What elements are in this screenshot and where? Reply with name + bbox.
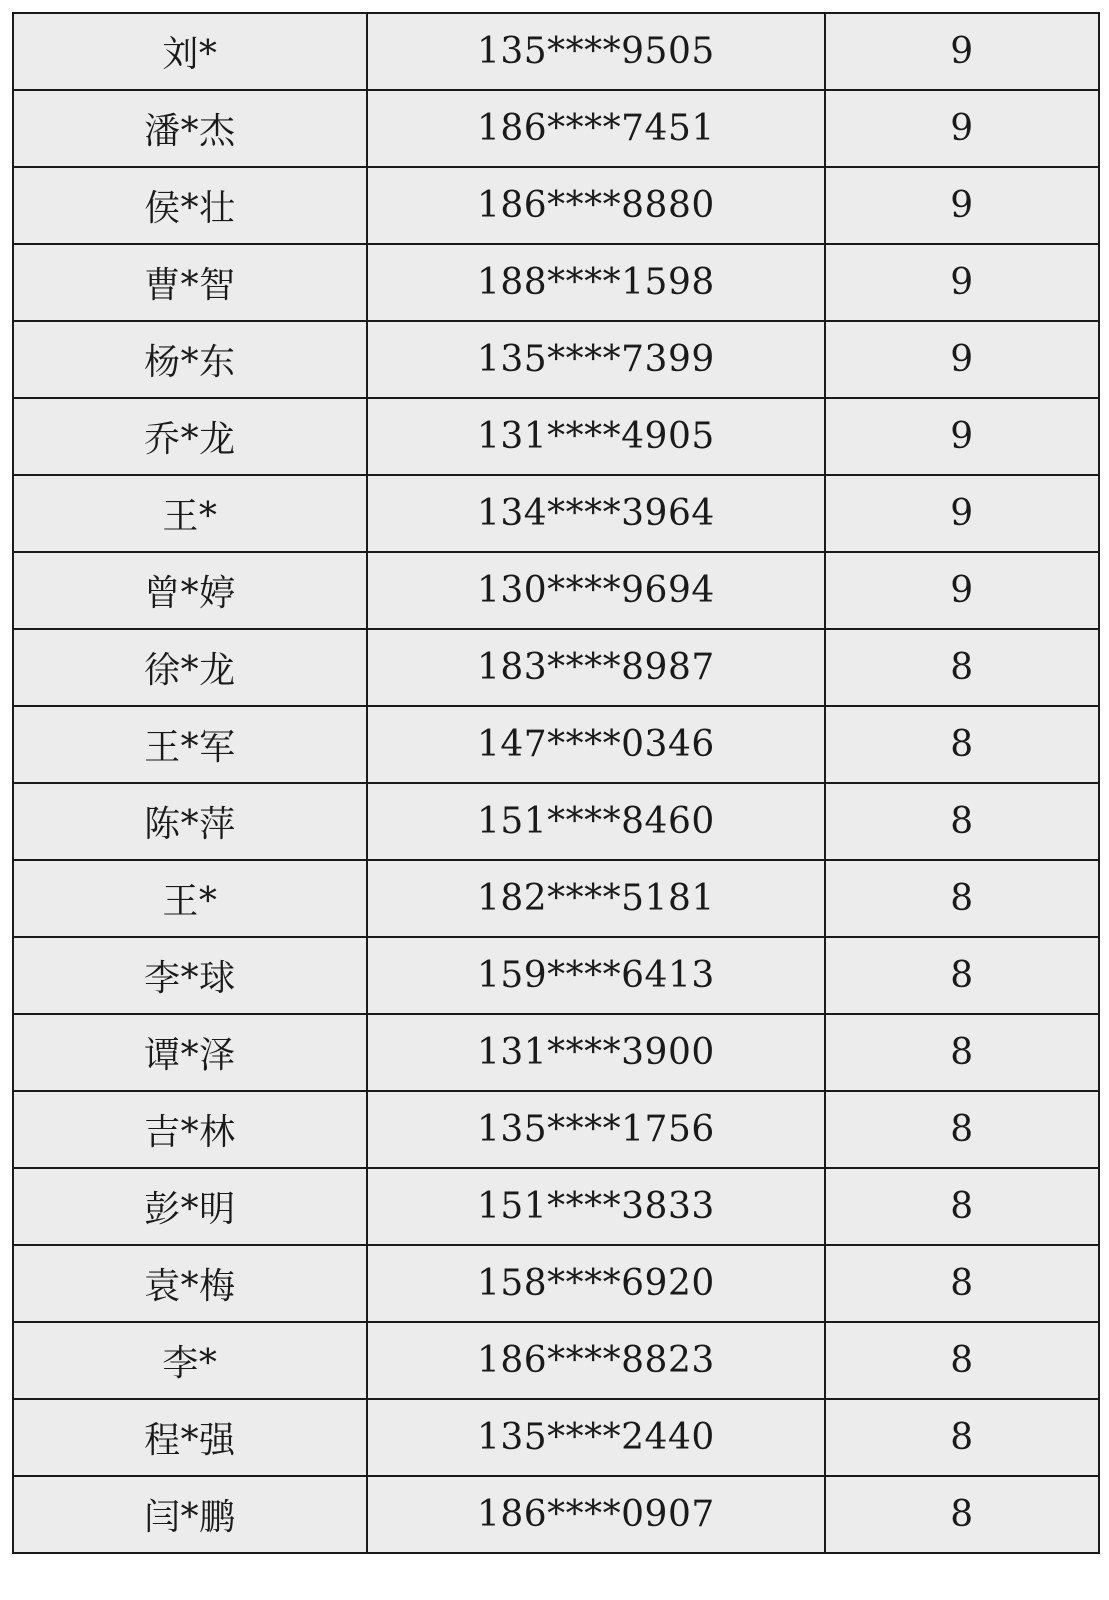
name-cell: 曾*婷 [13,552,367,629]
phone-cell: 135****9505 [367,13,825,90]
phone-cell: 130****9694 [367,552,825,629]
name-cell: 袁*梅 [13,1245,367,1322]
phone-cell: 183****8987 [367,629,825,706]
table-body [13,13,1099,1553]
count-cell: 8 [825,937,1099,1014]
name-cell: 刘* [13,13,367,90]
table-row [13,167,1099,244]
name-cell: 吉*林 [13,1091,367,1168]
count-cell: 8 [825,1322,1099,1399]
count-cell: 8 [825,860,1099,937]
phone-cell: 147****0346 [367,706,825,783]
phone-cell: 188****1598 [367,244,825,321]
table-row [13,860,1099,937]
count-cell: 9 [825,167,1099,244]
count-cell: 9 [825,321,1099,398]
table-row [13,1168,1099,1245]
phone-cell: 135****2440 [367,1399,825,1476]
table-row [13,552,1099,629]
name-cell: 王*军 [13,706,367,783]
count-cell: 9 [825,244,1099,321]
results-table [12,12,1100,1554]
table-row [13,706,1099,783]
phone-cell: 182****5181 [367,860,825,937]
table-row [13,1399,1099,1476]
table-row [13,1322,1099,1399]
table-row [13,13,1099,90]
phone-cell: 134****3964 [367,475,825,552]
name-cell: 陈*萍 [13,783,367,860]
phone-cell: 158****6920 [367,1245,825,1322]
table-row [13,321,1099,398]
count-cell: 8 [825,783,1099,860]
count-cell: 8 [825,629,1099,706]
count-cell: 8 [825,1399,1099,1476]
phone-cell: 159****6413 [367,937,825,1014]
table-row [13,1476,1099,1553]
table-row [13,90,1099,167]
table-row [13,244,1099,321]
count-cell: 9 [825,13,1099,90]
count-cell: 8 [825,1168,1099,1245]
name-cell: 王* [13,475,367,552]
name-cell: 李*球 [13,937,367,1014]
phone-cell: 186****0907 [367,1476,825,1553]
table-row [13,629,1099,706]
phone-cell: 131****4905 [367,398,825,475]
count-cell: 9 [825,552,1099,629]
table-row [13,475,1099,552]
name-cell: 徐*龙 [13,629,367,706]
name-cell: 王* [13,860,367,937]
phone-cell: 135****1756 [367,1091,825,1168]
table-row [13,1014,1099,1091]
name-cell: 乔*龙 [13,398,367,475]
count-cell: 8 [825,706,1099,783]
phone-cell: 151****3833 [367,1168,825,1245]
name-cell: 杨*东 [13,321,367,398]
table-row [13,1091,1099,1168]
name-cell: 李* [13,1322,367,1399]
phone-cell: 186****8880 [367,167,825,244]
table-row [13,398,1099,475]
count-cell: 9 [825,475,1099,552]
name-cell: 程*强 [13,1399,367,1476]
name-cell: 彭*明 [13,1168,367,1245]
table-row [13,937,1099,1014]
phone-cell: 151****8460 [367,783,825,860]
count-cell: 8 [825,1245,1099,1322]
name-cell: 潘*杰 [13,90,367,167]
name-cell: 侯*壮 [13,167,367,244]
phone-cell: 186****8823 [367,1322,825,1399]
count-cell: 9 [825,90,1099,167]
count-cell: 9 [825,398,1099,475]
count-cell: 8 [825,1476,1099,1553]
name-cell: 谭*泽 [13,1014,367,1091]
name-cell: 闫*鹏 [13,1476,367,1553]
count-cell: 8 [825,1014,1099,1091]
name-cell: 曹*智 [13,244,367,321]
phone-cell: 186****7451 [367,90,825,167]
count-cell: 8 [825,1091,1099,1168]
table-row [13,783,1099,860]
phone-cell: 131****3900 [367,1014,825,1091]
phone-cell: 135****7399 [367,321,825,398]
table-row [13,1245,1099,1322]
